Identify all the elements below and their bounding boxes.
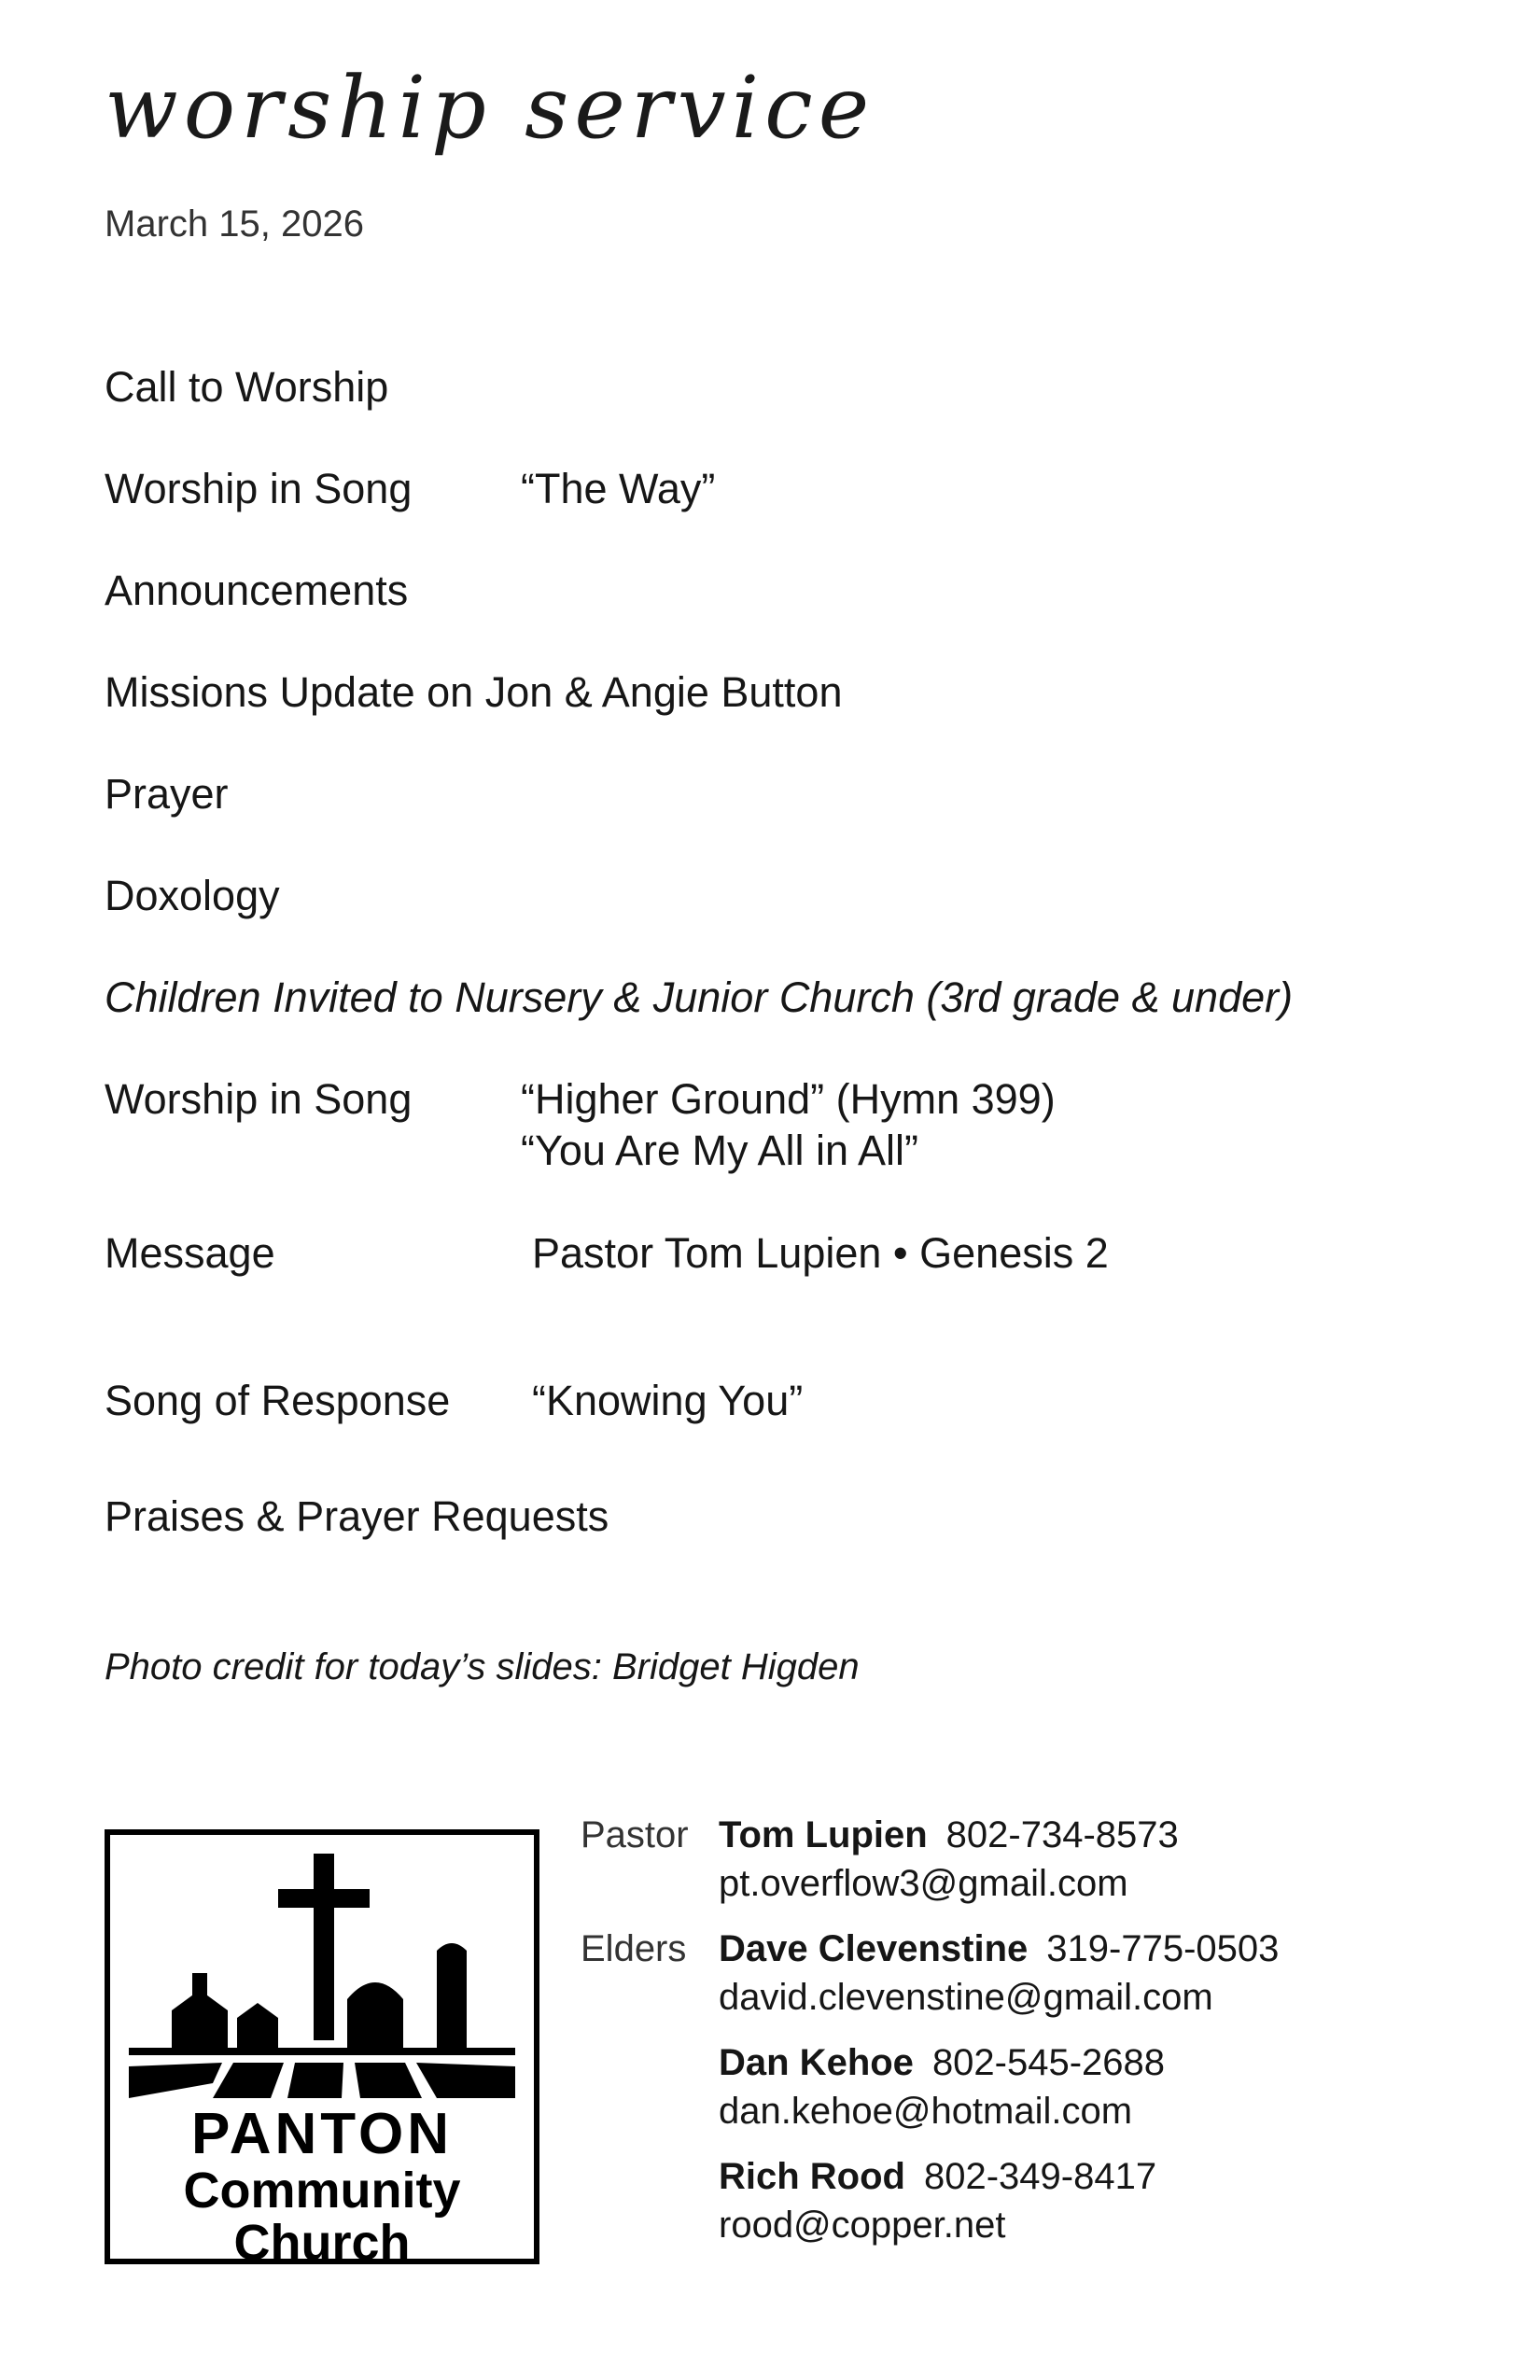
contact-name [719, 2156, 1156, 2198]
contact-phone: 319-775-0503 [1046, 1928, 1280, 1969]
order-item-worship-in-song-1: Worship in Song [105, 465, 413, 512]
order-item-worship-in-song-2: Worship in Song [105, 1075, 413, 1123]
contact-name-text: Rich Rood [719, 2156, 905, 2197]
order-item-prayer: Prayer [105, 770, 229, 818]
song-title-higher-ground: “Higher Ground” (Hymn 399) [521, 1075, 1056, 1123]
contact-name [719, 1928, 1279, 1970]
photo-credit: Photo credit for today’s slides: Bridget Higden [105, 1646, 860, 1687]
contact-phone: 802-349-8417 [923, 2156, 1157, 2197]
order-item-missions-update: Missions Update on Jon & Angie Button [105, 668, 843, 716]
logo-text-panton: PANTON [190, 2102, 454, 2166]
order-item-message: Message [105, 1229, 275, 1277]
order-item-call-to-worship: Call to Worship [105, 363, 389, 411]
contact-email: rood@copper.net [719, 2205, 1006, 2246]
contact-name [719, 1814, 1179, 1856]
song-title-knowing-you: “Knowing You” [532, 1377, 804, 1424]
order-item-children-invited: Children Invited to Nursery & Junior Church (3rd grade & under) [105, 973, 1294, 1021]
contact-name [719, 2042, 1165, 2084]
contact-email: pt.overflow3@gmail.com [719, 1863, 1128, 1904]
contact-name-text: Tom Lupien [719, 1814, 928, 1855]
contact-email: dan.kehoe@hotmail.com [719, 2091, 1133, 2132]
elders-label: Elders [581, 1928, 687, 1969]
contact-phone: 802-545-2688 [931, 2042, 1166, 2083]
contact-email: david.clevenstine@gmail.com [719, 1977, 1213, 2018]
order-item-announcements: Announcements [105, 567, 409, 614]
order-item-song-of-response: Song of Response [105, 1377, 451, 1424]
contact-name-text: Dave Clevenstine [719, 1928, 1029, 1969]
order-item-praises-prayer-requests: Praises & Prayer Requests [105, 1492, 609, 1540]
church-logo [105, 1829, 539, 2271]
logo-text-community: Community [183, 2163, 461, 2219]
logo-text-church: Church [233, 2215, 411, 2271]
song-title-the-way: “The Way” [521, 465, 716, 512]
contact-phone: 802-734-8573 [945, 1814, 1179, 1855]
service-date: March 15, 2026 [105, 203, 364, 245]
contact-name-text: Dan Kehoe [719, 2042, 914, 2083]
order-item-doxology: Doxology [105, 872, 280, 919]
song-title-you-are-my-all: “You Are My All in All” [521, 1127, 919, 1174]
pastor-label: Pastor [581, 1814, 689, 1855]
message-detail: Pastor Tom Lupien • Genesis 2 [532, 1229, 1109, 1277]
page-title: worship service [105, 58, 875, 158]
